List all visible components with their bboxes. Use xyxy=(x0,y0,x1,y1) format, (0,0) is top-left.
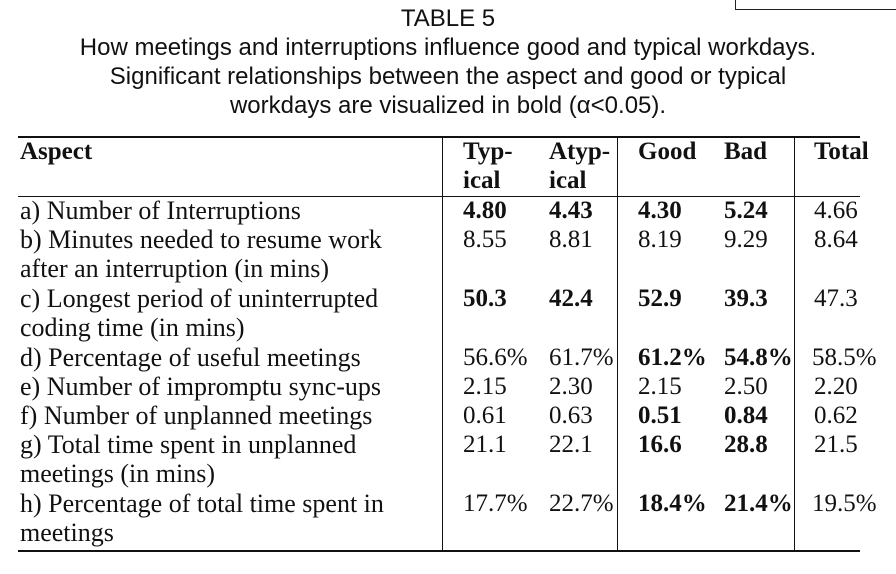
row-h-good: 18.4% xyxy=(638,490,707,517)
row-d-bad: 54.8% xyxy=(724,344,793,371)
row-h-typical: 17.7% xyxy=(463,490,528,517)
row-g-bad: 28.8 xyxy=(724,431,768,458)
row-e-total: 2.20 xyxy=(814,373,858,400)
aspect-divider xyxy=(442,137,443,551)
row-a-aspect: a) Number of Interruptions xyxy=(20,196,301,225)
row-b-total: 8.64 xyxy=(814,226,858,253)
row-g-aspect-line-2: meetings (in mins) xyxy=(20,459,215,488)
header-atypical-2: ical xyxy=(549,167,587,194)
row-g-good: 16.6 xyxy=(638,431,682,458)
row-f-good: 0.51 xyxy=(638,402,682,429)
row-g-typical: 21.1 xyxy=(463,431,507,458)
row-h-atypical: 22.7% xyxy=(549,490,614,517)
row-d-total: 58.5% xyxy=(812,344,877,371)
row-e-aspect: e) Number of impromptu sync-ups xyxy=(20,372,382,401)
row-c-aspect-line-1: c) Longest period of uninterrupted xyxy=(20,284,379,313)
row-h-bad: 21.4% xyxy=(724,490,793,517)
row-f-aspect: f) Number of unplanned meetings xyxy=(20,401,373,430)
row-c-aspect-line-2: coding time (in mins) xyxy=(20,313,245,342)
row-a-total: 4.66 xyxy=(814,197,858,224)
row-c-good: 52.9 xyxy=(638,285,682,312)
row-e-typical: 2.15 xyxy=(463,373,507,400)
row-d-good: 61.2% xyxy=(638,344,707,371)
row-h-aspect-line-2: meetings xyxy=(20,518,114,547)
row-b-typical: 8.55 xyxy=(463,226,507,253)
caption-line-1: How meetings and interruptions influence good and typical workdays. xyxy=(79,34,817,61)
header-typical-1: Typ- xyxy=(463,138,513,165)
row-c-bad: 39.3 xyxy=(724,285,768,312)
table-caption xyxy=(0,4,896,120)
row-e-bad: 2.50 xyxy=(724,373,768,400)
row-b-aspect-line-1: b) Minutes needed to resume work xyxy=(20,225,382,254)
row-a-bad: 5.24 xyxy=(724,197,768,224)
row-a-typical: 4.80 xyxy=(463,197,507,224)
row-c-total: 47.3 xyxy=(814,285,858,312)
row-a-atypical: 4.43 xyxy=(549,197,593,224)
header-good: Good xyxy=(638,138,697,165)
row-c-typical: 50.3 xyxy=(463,285,507,312)
row-b-bad: 9.29 xyxy=(724,226,768,253)
header-total: Total xyxy=(814,138,869,165)
caption-line-2: Significant relationships between the aspect and good or typical xyxy=(109,63,787,90)
row-a-good: 4.30 xyxy=(638,197,682,224)
header-bad: Bad xyxy=(724,138,768,165)
row-d-aspect: d) Percentage of useful meetings xyxy=(20,343,361,372)
row-f-typical: 0.61 xyxy=(463,402,507,429)
header-atypical-1: Atyp- xyxy=(549,138,611,165)
header-typical-2: ical xyxy=(463,167,501,194)
bottom-rule xyxy=(18,550,860,552)
row-b-aspect-line-2: after an interruption (in mins) xyxy=(20,254,330,283)
row-h-total: 19.5% xyxy=(812,490,877,517)
row-g-atypical: 22.1 xyxy=(549,431,593,458)
row-g-aspect-line-1: g) Total time spent in unplanned xyxy=(20,430,357,459)
row-f-atypical: 0.63 xyxy=(549,402,593,429)
row-d-typical: 56.6% xyxy=(463,344,528,371)
row-e-atypical: 2.30 xyxy=(549,373,593,400)
typical-divider xyxy=(617,137,618,551)
row-e-good: 2.15 xyxy=(638,373,682,400)
caption-line-3: workdays are visualized in bold (α<0.05). xyxy=(229,92,667,119)
row-b-atypical: 8.81 xyxy=(549,226,593,253)
row-f-total: 0.62 xyxy=(814,402,858,429)
table-number: TABLE 5 xyxy=(400,5,496,32)
row-b-good: 8.19 xyxy=(638,226,682,253)
row-f-bad: 0.84 xyxy=(724,402,768,429)
row-g-total: 21.5 xyxy=(814,431,858,458)
row-h-aspect-line-1: h) Percentage of total time spent in xyxy=(20,489,384,518)
header-aspect: Aspect xyxy=(20,138,93,165)
row-d-atypical: 61.7% xyxy=(549,344,614,371)
row-c-atypical: 42.4 xyxy=(549,285,593,312)
goodbad-divider xyxy=(794,137,795,551)
